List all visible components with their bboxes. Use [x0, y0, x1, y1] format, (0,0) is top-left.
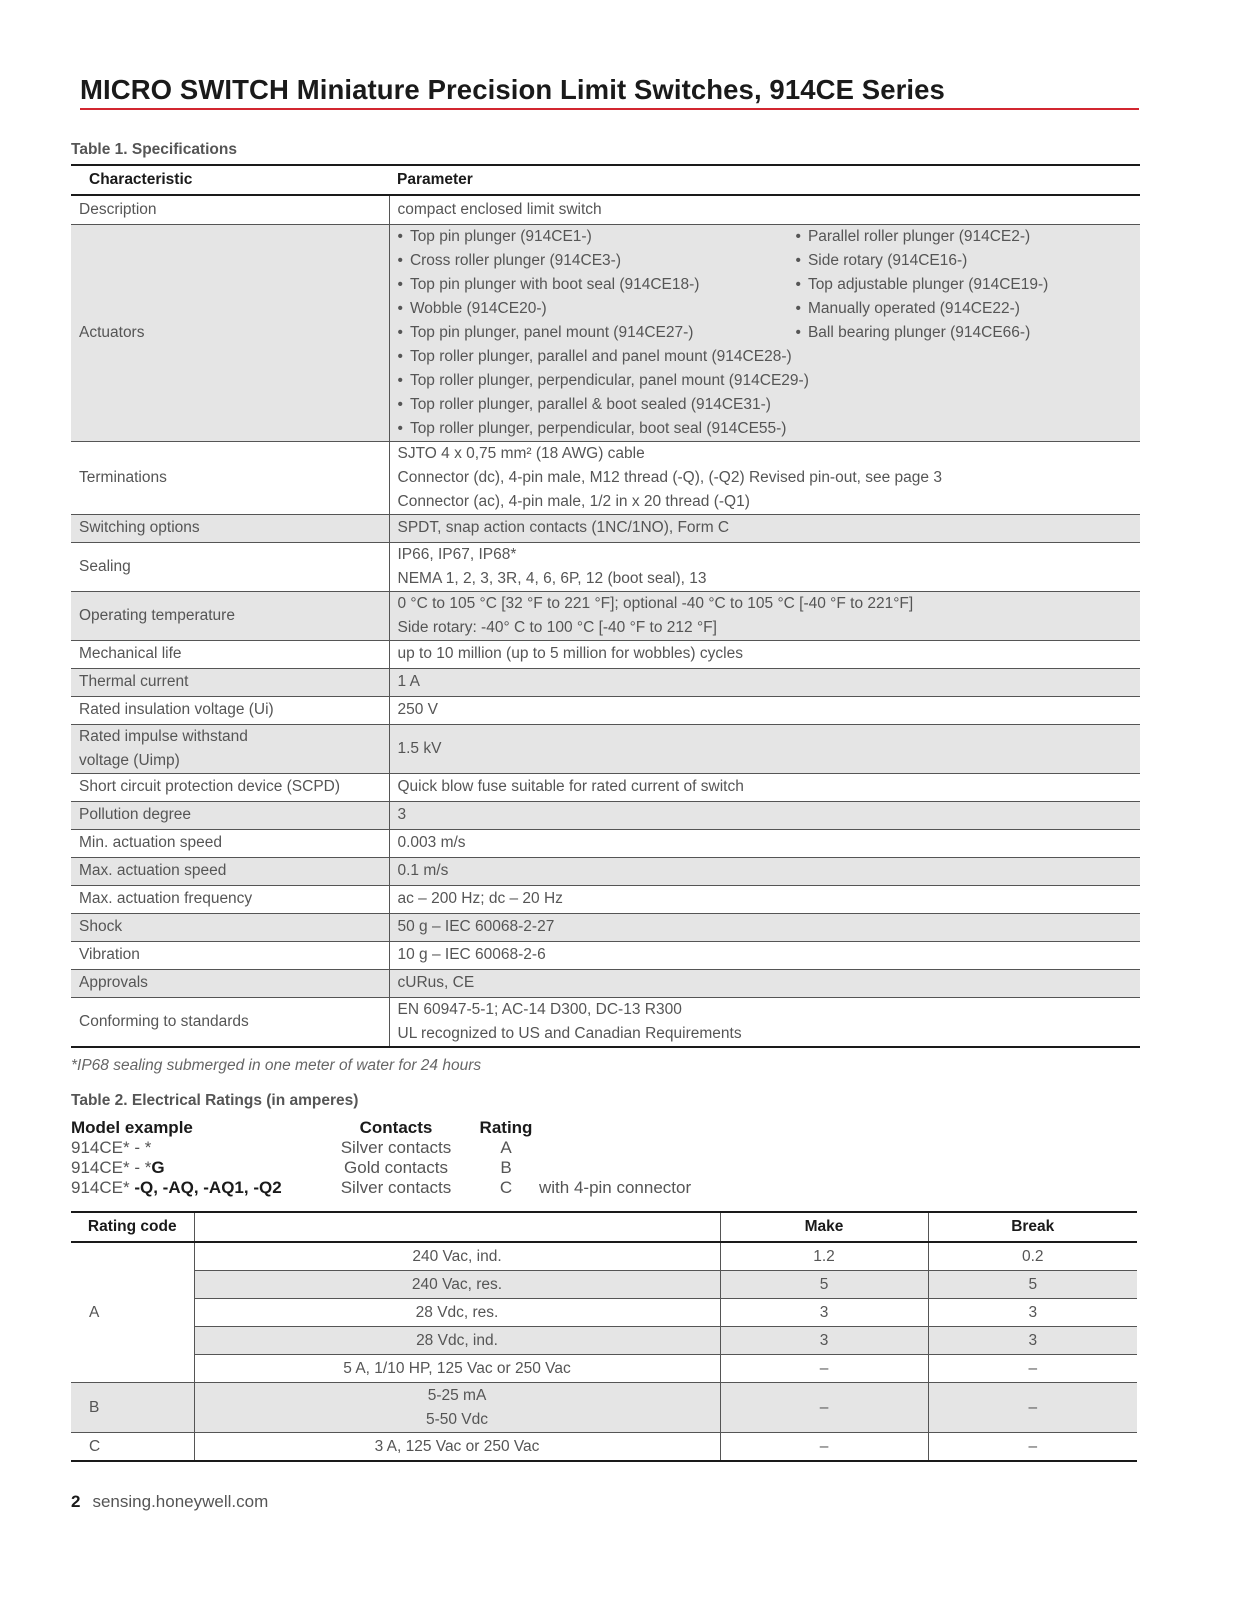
- spec-value: SPDT, snap action contacts (1NC/1NO), Form C: [389, 514, 1140, 542]
- make-value: –: [720, 1433, 928, 1462]
- break-value: 5: [928, 1271, 1137, 1299]
- break-value: –: [928, 1433, 1137, 1462]
- spec-line: Side rotary: -40° C to 100 °C [-40 °F to 212 °F]: [397, 618, 717, 636]
- rating-condition: [194, 1383, 720, 1433]
- table-row: [71, 1355, 1137, 1383]
- table1-caption: Table 1. Specifications: [71, 141, 237, 158]
- spec-label: Description: [71, 195, 389, 224]
- model-example: 914CE* -Q, -AQ, -AQ1, -Q2: [71, 1178, 282, 1197]
- contacts: Silver contacts: [340, 1178, 452, 1197]
- break-value: 0.2: [928, 1242, 1137, 1271]
- table-row: [71, 1242, 1137, 1271]
- contacts: Gold contacts: [344, 1158, 448, 1177]
- make-value: 1.2: [720, 1242, 928, 1271]
- spec-value: up to 10 million (up to 5 million for wobbles) cycles: [389, 640, 1140, 668]
- make-value: 5: [720, 1271, 928, 1299]
- rating-code: C: [71, 1433, 194, 1462]
- table-row: [71, 724, 1140, 773]
- break-value: –: [928, 1383, 1137, 1433]
- rating-code: B: [71, 1383, 194, 1433]
- spec-value: 10 g – IEC 60068-2-6: [389, 941, 1140, 969]
- list-item: • Top roller plunger, perpendicular, panel mount (914CE29-): [398, 369, 1133, 393]
- rating-code: A: [71, 1242, 194, 1383]
- make-value: –: [720, 1355, 928, 1383]
- make-value: 3: [720, 1327, 928, 1355]
- col-parameter: Parameter: [389, 165, 1140, 195]
- spec-line: 0 °C to 105 °C [32 °F to 221 °F]; optional -40 °C to 105 °C [-40 °F to 221°F]: [397, 594, 914, 612]
- spec-label: Switching options: [71, 514, 389, 542]
- table-row: [71, 514, 1140, 542]
- footer-site[interactable]: sensing.honeywell.com: [92, 1492, 269, 1511]
- table-row: [71, 913, 1140, 941]
- spec-label: Min. actuation speed: [71, 829, 389, 857]
- spec-value: [389, 441, 1140, 514]
- table-row: [71, 591, 1140, 640]
- model-example: 914CE* - *G: [71, 1158, 165, 1177]
- rating: C: [499, 1178, 513, 1197]
- spec-line: SJTO 4 x 0,75 mm² (18 AWG) cable: [397, 444, 645, 462]
- spec-value: 50 g – IEC 60068-2-27: [389, 913, 1140, 941]
- spec-value: 1.5 kV: [389, 724, 1140, 773]
- model-legend: [71, 1118, 691, 1198]
- spec-label: Short circuit protection device (SCPD): [71, 773, 389, 801]
- rating: B: [500, 1158, 512, 1177]
- table-row: [71, 801, 1140, 829]
- spec-value: [389, 224, 1140, 441]
- spec-line: Rated impulse withstand: [79, 727, 248, 745]
- rating-condition: 28 Vdc, res.: [194, 1299, 720, 1327]
- electrical-ratings-table: [71, 1211, 1137, 1462]
- make-value: –: [720, 1383, 928, 1433]
- table-row: [71, 885, 1140, 913]
- table-row: [71, 857, 1140, 885]
- rating-note: with 4-pin connector: [539, 1178, 692, 1197]
- spec-label: Conforming to standards: [71, 997, 389, 1047]
- spec-label: Vibration: [71, 941, 389, 969]
- spec-label: Mechanical life: [71, 640, 389, 668]
- spec-label: [71, 724, 389, 773]
- list-item: [71, 1178, 691, 1198]
- spec-line: EN 60947-5-1; AC-14 D300, DC-13 R300: [397, 1000, 682, 1018]
- table-row: [71, 1433, 1137, 1462]
- specifications-table: [71, 164, 1140, 1048]
- col-make: Make: [720, 1212, 928, 1242]
- list-item: • Top pin plunger (914CE1-): [398, 225, 796, 249]
- spec-value: compact enclosed limit switch: [389, 195, 1140, 224]
- spec-value: 250 V: [389, 696, 1140, 724]
- page-title: MICRO SWITCH Miniature Precision Limit Switches, 914CE Series: [80, 74, 945, 105]
- list-item: • Top roller plunger, parallel and panel mount (914CE28-): [398, 345, 1133, 369]
- spec-value: [389, 591, 1140, 640]
- spec-value: [389, 542, 1140, 591]
- table-row: [71, 668, 1140, 696]
- table-row: [71, 542, 1140, 591]
- spec-value: 1 A: [389, 668, 1140, 696]
- col-condition: [194, 1212, 720, 1242]
- table-row: [71, 224, 1140, 441]
- table-row: [71, 1271, 1137, 1299]
- rating-condition: 28 Vdc, ind.: [194, 1327, 720, 1355]
- page-number: 2: [71, 1492, 81, 1511]
- spec-value: 3: [389, 801, 1140, 829]
- rating-condition: 240 Vac, ind.: [194, 1242, 720, 1271]
- break-value: –: [928, 1355, 1137, 1383]
- list-item: • Side rotary (914CE16-): [796, 249, 1133, 273]
- table2-caption: Table 2. Electrical Ratings (in amperes): [71, 1092, 359, 1109]
- table-row: [71, 1299, 1137, 1327]
- model-legend-header: [71, 1118, 691, 1138]
- list-item: • Top pin plunger with boot seal (914CE18-): [398, 273, 796, 297]
- list-item: [71, 1138, 691, 1158]
- list-item: • Top adjustable plunger (914CE19-): [796, 273, 1133, 297]
- model-head: Model example: [71, 1118, 193, 1137]
- spec-value: cURus, CE: [389, 969, 1140, 997]
- spec-value: 0.003 m/s: [389, 829, 1140, 857]
- table-row: [71, 1327, 1137, 1355]
- list-item: • Manually operated (914CE22-): [796, 297, 1133, 321]
- list-item: • Parallel roller plunger (914CE2-): [796, 225, 1133, 249]
- table-row: [71, 696, 1140, 724]
- rating-condition: 5 A, 1/10 HP, 125 Vac or 250 Vac: [194, 1355, 720, 1383]
- spec-label: Approvals: [71, 969, 389, 997]
- list-item: • Top roller plunger, perpendicular, boot seal (914CE55-): [398, 417, 1133, 441]
- contacts-head: Contacts: [359, 1118, 433, 1137]
- condition-line: 5-50 Vdc: [425, 1410, 489, 1428]
- spec-label: Pollution degree: [71, 801, 389, 829]
- list-item: • Top pin plunger, panel mount (914CE27-): [398, 321, 796, 345]
- spec-label: Rated insulation voltage (Ui): [71, 696, 389, 724]
- table-row: [71, 640, 1140, 668]
- spec-label: Max. actuation frequency: [71, 885, 389, 913]
- spec-value: 0.1 m/s: [389, 857, 1140, 885]
- rating-condition: 240 Vac, res.: [194, 1271, 720, 1299]
- col-characteristic: Characteristic: [71, 165, 389, 195]
- spec-value: Quick blow fuse suitable for rated current of switch: [389, 773, 1140, 801]
- break-value: 3: [928, 1299, 1137, 1327]
- spec-label: Sealing: [71, 542, 389, 591]
- spec-line: NEMA 1, 2, 3, 3R, 4, 6, 6P, 12 (boot seal), 13: [397, 569, 707, 587]
- list-item: • Wobble (914CE20-): [398, 297, 796, 321]
- table-row: [71, 829, 1140, 857]
- spec-line: Connector (ac), 4-pin male, 1/2 in x 20 thread (-Q1): [397, 492, 750, 510]
- page-footer: [71, 1492, 268, 1512]
- model-example: 914CE* - *: [71, 1138, 152, 1157]
- table-row: [71, 195, 1140, 224]
- rating: A: [500, 1138, 512, 1157]
- break-value: 3: [928, 1327, 1137, 1355]
- spec-label: Max. actuation speed: [71, 857, 389, 885]
- table-row: [71, 997, 1140, 1047]
- contacts: Silver contacts: [340, 1138, 452, 1157]
- condition-line: 5-25 mA: [427, 1386, 487, 1404]
- actuator-list: [398, 225, 1133, 441]
- col-rating-code: Rating code: [71, 1212, 194, 1242]
- rating-head: Rating: [479, 1118, 533, 1137]
- table-row: [71, 773, 1140, 801]
- col-break: Break: [928, 1212, 1137, 1242]
- table-row: [71, 969, 1140, 997]
- table-row: [71, 941, 1140, 969]
- spec-line: IP66, IP67, IP68*: [397, 545, 517, 563]
- spec-label: Actuators: [71, 224, 389, 441]
- list-item: • Cross roller plunger (914CE3-): [398, 249, 796, 273]
- spec-line: voltage (Uimp): [79, 751, 180, 769]
- table-row: [71, 441, 1140, 514]
- spec-value: ac – 200 Hz; dc – 20 Hz: [389, 885, 1140, 913]
- spec-label: Thermal current: [71, 668, 389, 696]
- spec-label: Operating temperature: [71, 591, 389, 640]
- rating-condition: 3 A, 125 Vac or 250 Vac: [194, 1433, 720, 1462]
- spec-line: Connector (dc), 4-pin male, M12 thread (-Q), (-Q2) Revised pin-out, see page 3: [397, 468, 942, 486]
- make-value: 3: [720, 1299, 928, 1327]
- title-divider: [80, 108, 1139, 110]
- table-row: [71, 1383, 1137, 1433]
- list-item: • Top roller plunger, parallel & boot sealed (914CE31-): [398, 393, 1133, 417]
- spec-line: UL recognized to US and Canadian Requirements: [397, 1024, 742, 1042]
- spec-label: Terminations: [71, 441, 389, 514]
- list-item: • Ball bearing plunger (914CE66-): [796, 321, 1133, 345]
- footnote: *IP68 sealing submerged in one meter of water for 24 hours: [71, 1057, 482, 1074]
- spec-label: Shock: [71, 913, 389, 941]
- spec-value: [389, 997, 1140, 1047]
- list-item: [71, 1158, 691, 1178]
